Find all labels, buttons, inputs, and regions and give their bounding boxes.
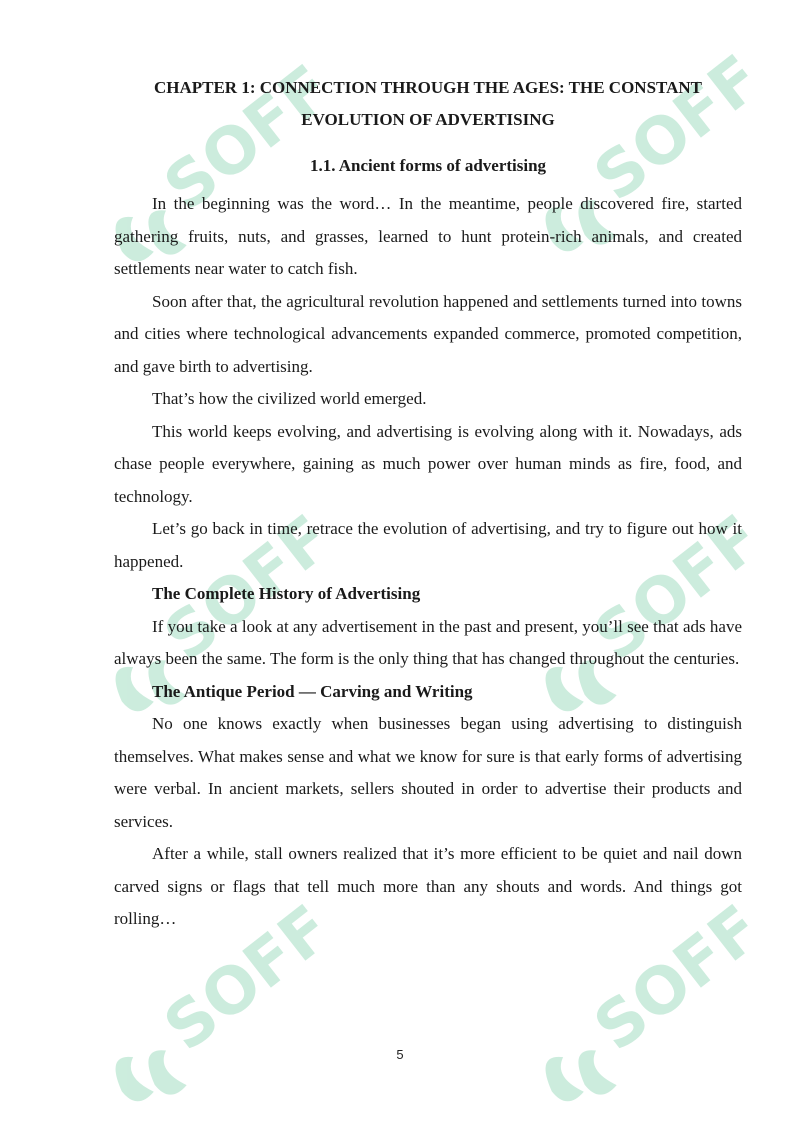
paragraph: If you take a look at any advertisement in the past and present, you’ll see that ads have always been the same. The form is the only thing that has changed throughout the centuries. <box>114 616 742 668</box>
paragraph: Soon after that, the agricultural revolution happened and settlements turned into towns and cities where technological advancements expanded commerce, promoted competition, and gave birth to advertising. <box>114 291 742 376</box>
section-title: 1.1. Ancient forms of advertising <box>309 156 547 175</box>
subheading: The Antique Period — Carving and Writing <box>152 681 473 701</box>
page-number: 5 <box>396 1047 404 1062</box>
paragraph: No one knows exactly when businesses began using advertising to distinguish themselves. What makes sense and what we know for sure is that early forms of advertising were verbal. In ancient markets, sellers shouted in order to advertise their products and services. <box>114 714 742 831</box>
paragraph: That’s how the civilized world emerged. <box>152 389 427 408</box>
paragraph: Let’s go back in time, retrace the evolution of advertising, and try to figure out how it happened. <box>114 519 742 571</box>
svg-text:SOFF: SOFF <box>581 891 750 1066</box>
subheading: The Complete History of Advertising <box>152 584 421 603</box>
svg-text:SOFF: SOFF <box>151 51 320 226</box>
paragraph: In the beginning was the word… In the meantime, people discovered fire, started gathering fruits, nuts, and grasses, learned to hunt protein-rich animals, and created settlements near water to catch fish. <box>114 194 742 278</box>
svg-text:SOFF: SOFF <box>151 891 320 1066</box>
page-content <box>114 72 742 936</box>
svg-text:SOFF: SOFF <box>581 501 750 676</box>
paragraph: After a while, stall owners realized that it’s more efficient to be quiet and nail down carved signs or flags that tell much more than any shouts and words. And things got rolling… <box>114 844 742 928</box>
paragraph: This world keeps evolving, and advertising is evolving along with it. Nowadays, ads chase people everywhere, gaining as much power over human minds as fire, food, and technology. <box>114 421 742 506</box>
svg-text:SOFF: SOFF <box>151 501 320 676</box>
svg-text:SOFF: SOFF <box>581 41 750 216</box>
chapter-title: CHAPTER 1: CONNECTION THROUGH THE AGES: THE CONSTANT EVOLUTION OF ADVERTISING <box>153 78 703 129</box>
